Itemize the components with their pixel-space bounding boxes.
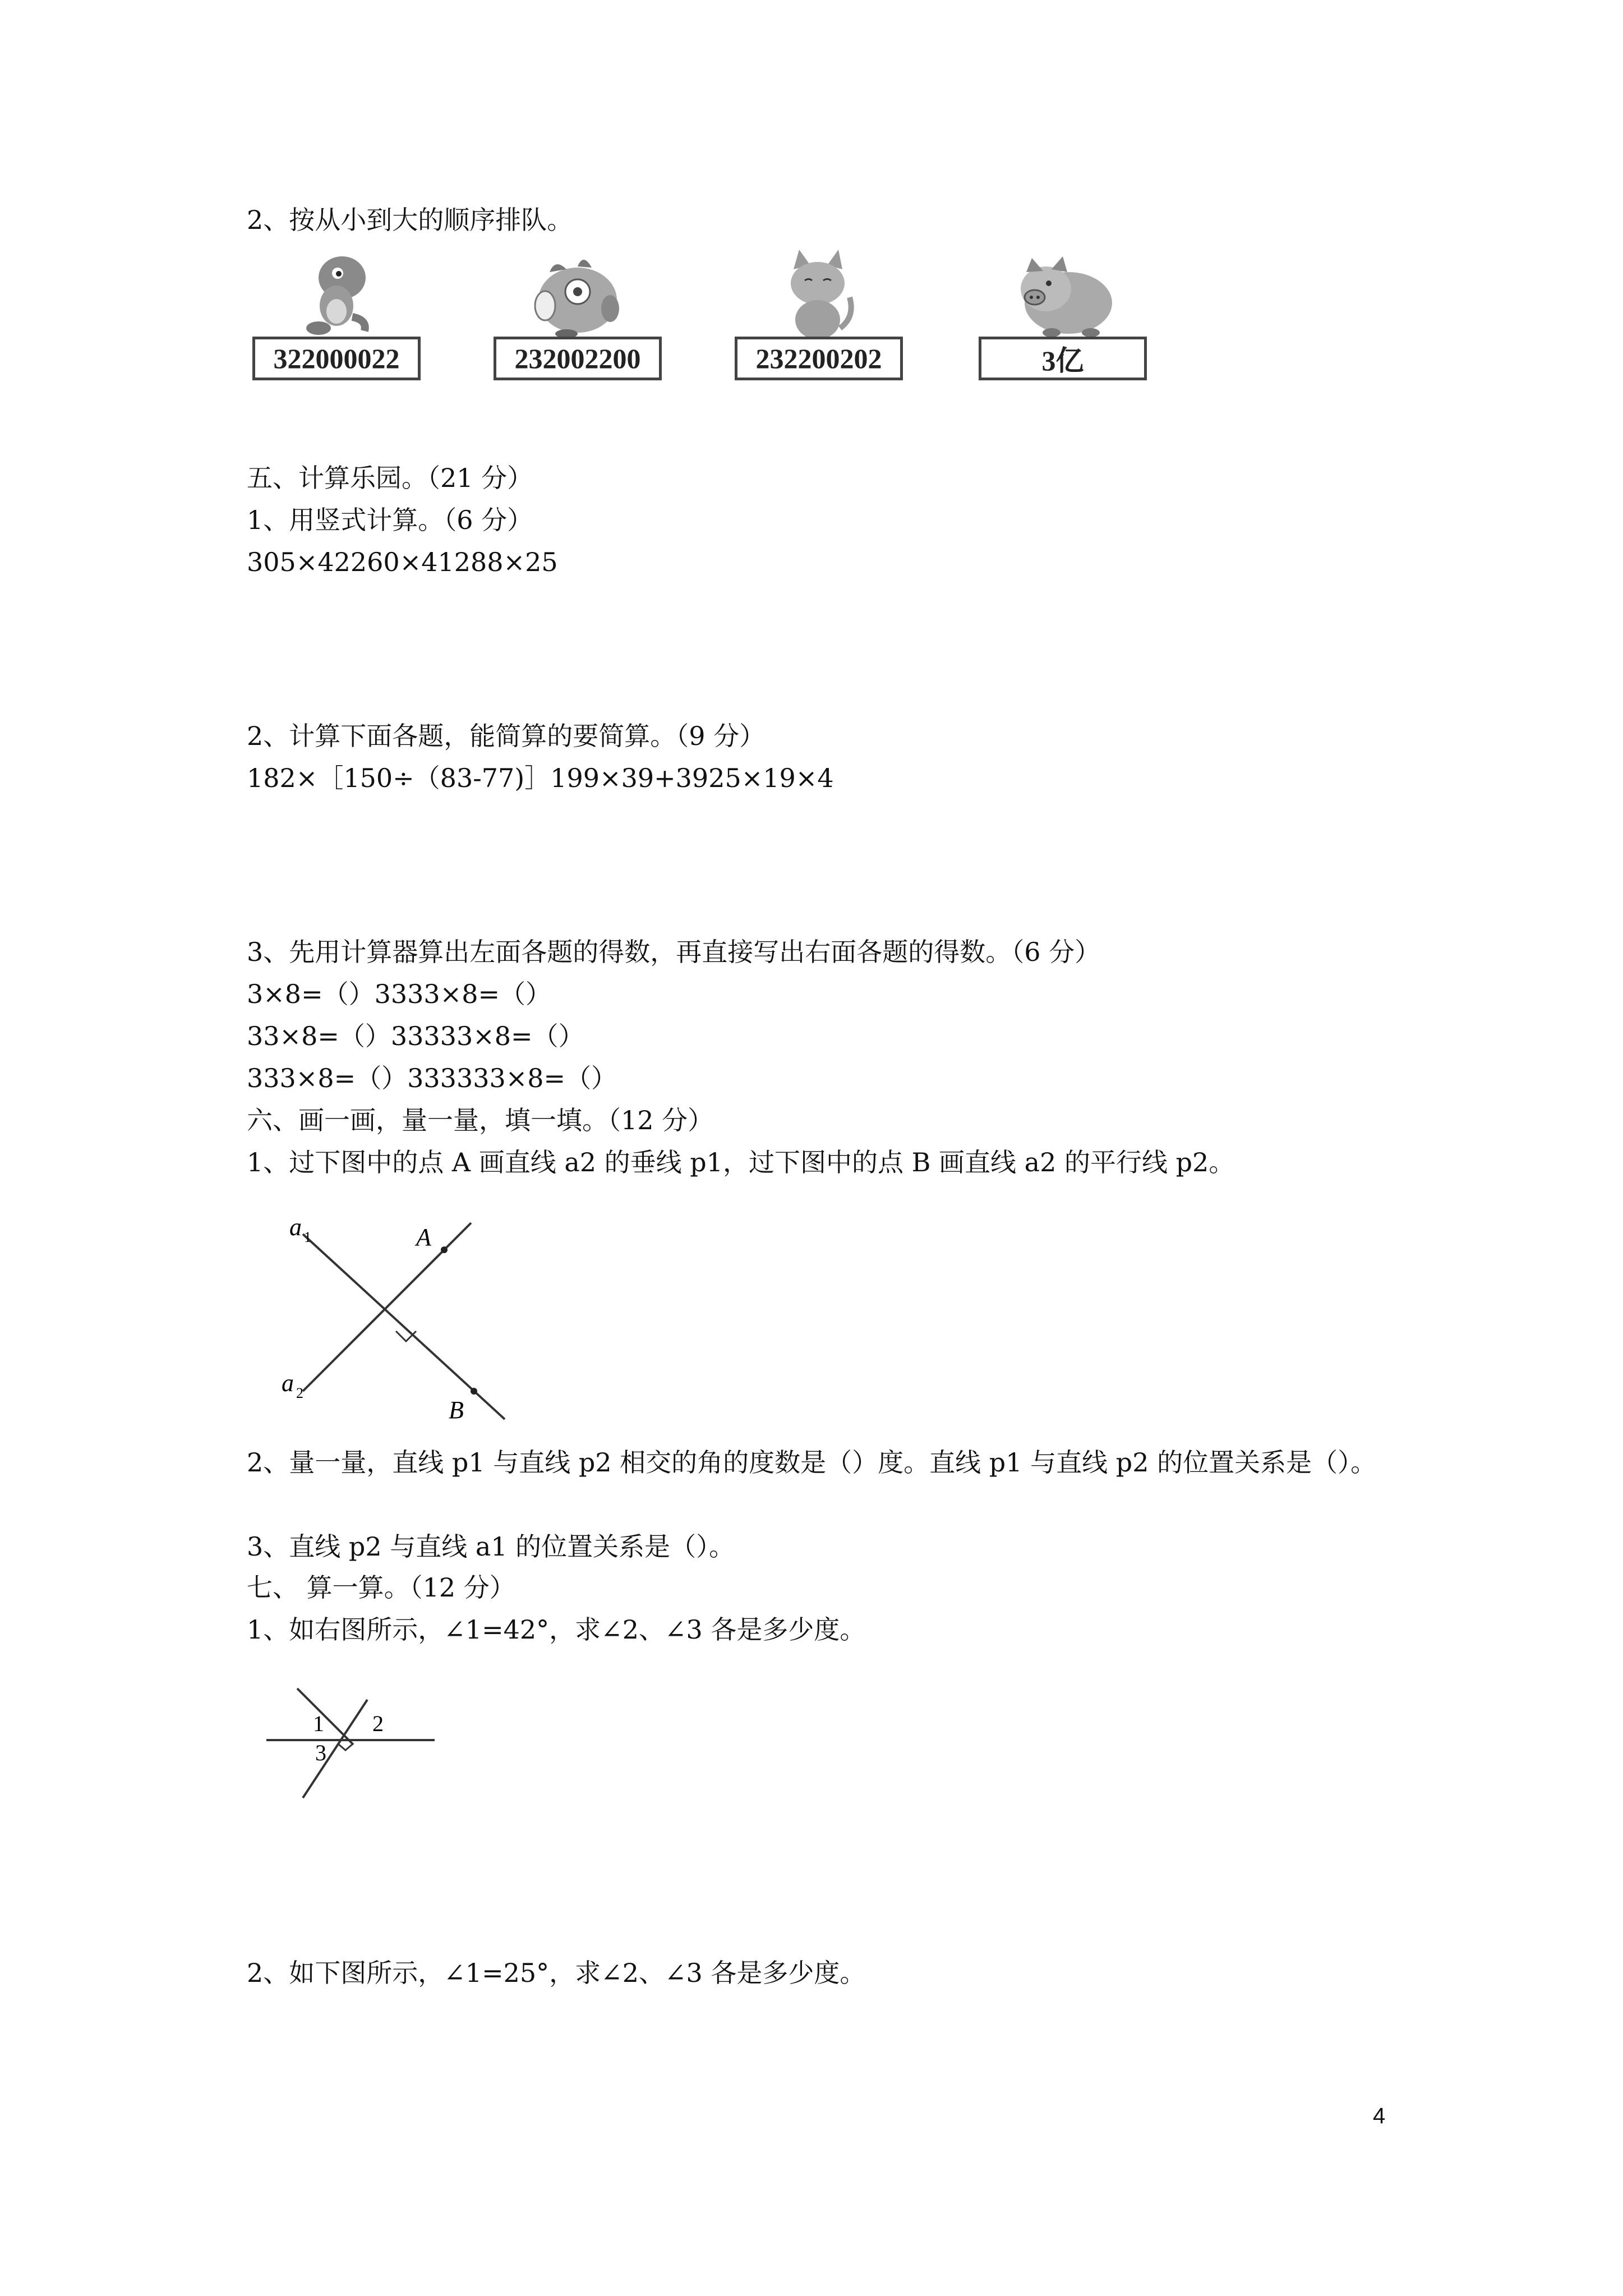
dinosaur-icon (252, 250, 426, 339)
cat-icon (735, 250, 909, 339)
question-text: 2、量一量，直线 p1 与直线 p2 相交的角的度数是（）度。直线 p1 与直线 p2 的位置关系是（）。 (247, 1447, 1377, 1478)
perpendicular-lines-diagram (269, 1206, 538, 1430)
question-title: 2、按从小到大的顺序排队。 (247, 205, 573, 235)
label-a2-sub: 2 (296, 1385, 303, 1401)
calc-row: 333×8=（）333333×8=（） (247, 1063, 617, 1093)
label-a1-sub: 1 (304, 1229, 311, 1245)
question-expression: 305×42260×41288×25 (247, 547, 558, 577)
label-angle-1: 1 (313, 1711, 324, 1736)
calc-row: 33×8=（）33333×8=（） (247, 1021, 584, 1051)
label-angle-2: 2 (372, 1711, 384, 1736)
chick-icon (494, 250, 667, 339)
label-angle-3: 3 (315, 1740, 326, 1765)
question-expression: 182×［150÷（83-77)］199×39+3925×19×4 (247, 763, 834, 793)
label-point-a: A (416, 1223, 431, 1251)
slant-line-1 (297, 1688, 353, 1745)
animal-card (252, 250, 426, 387)
section-title: 六、画一画，量一量，填一填。（12 分） (247, 1105, 714, 1135)
animal-card (735, 250, 909, 387)
section-title: 五、计算乐园。（21 分） (247, 463, 533, 493)
question-title: 2、计算下面各题，能简算的要简算。（9 分） (247, 721, 766, 751)
animal-card (979, 250, 1152, 387)
right-angle-mark (338, 1743, 353, 1750)
pig-icon (979, 250, 1152, 339)
question-text: 1、如右图所示，∠1=42°，求∠2、∠3 各是多少度。 (247, 1614, 866, 1645)
number-box: 232200202 (735, 337, 903, 380)
question-text: 3、直线 p2 与直线 a1 的位置关系是（）。 (247, 1531, 735, 1562)
section-title: 七、 算一算。（12 分） (247, 1572, 515, 1603)
calc-row: 3×8=（）3333×8=（） (247, 979, 552, 1009)
point-b (471, 1388, 477, 1395)
question-text: 1、过下图中的点 A 画直线 a2 的垂线 p1，过下图中的点 B 画直线 a2 的平行线 p2。 (247, 1147, 1235, 1177)
label-a2: a (282, 1369, 294, 1397)
page-number: 4 (1373, 2104, 1386, 2128)
angle-diagram (264, 1677, 443, 1812)
question-title: 1、用竖式计算。（6 分） (247, 505, 533, 535)
animal-card (494, 250, 667, 387)
number-box: 232002200 (494, 337, 662, 380)
question-title: 3、先用计算器算出左面各题的得数，再直接写出右面各题的得数。（6 分） (247, 937, 1101, 967)
question-text: 2、如下图所示，∠1=25°，求∠2、∠3 各是多少度。 (247, 1958, 866, 1988)
label-point-b: B (449, 1396, 464, 1424)
label-a1: a (289, 1213, 302, 1241)
number-box: 322000022 (252, 337, 421, 380)
number-box: 3亿 (979, 337, 1147, 380)
point-a (441, 1246, 448, 1253)
